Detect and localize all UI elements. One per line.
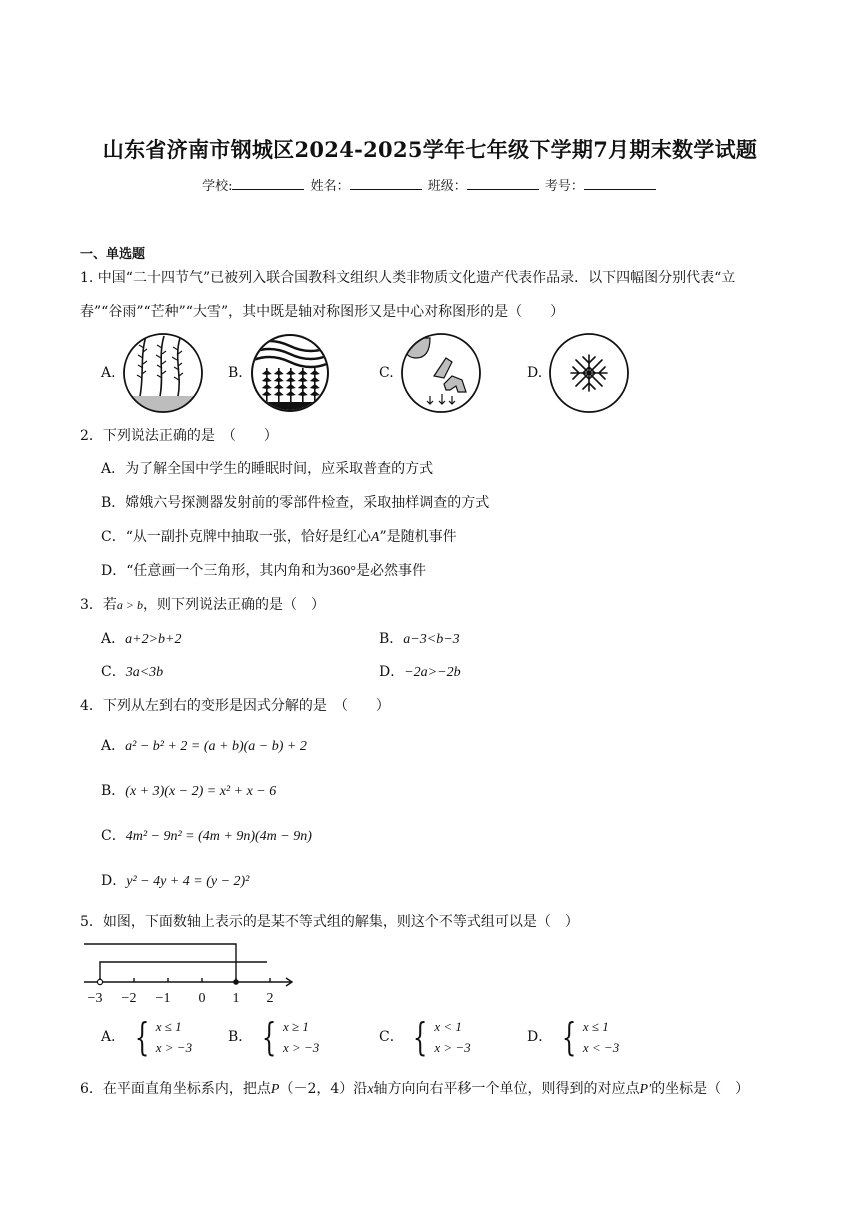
- tick-label: −1: [155, 991, 171, 1006]
- tick-label: 0: [198, 991, 206, 1006]
- q2-option-d[interactable]: [101, 561, 426, 582]
- q3-option-b[interactable]: [379, 629, 460, 650]
- row-2: x < −3: [582, 1040, 620, 1055]
- option-label: B．: [101, 783, 126, 799]
- q3-option-a[interactable]: [101, 629, 181, 650]
- option-math: (x + 3)(x − 2) = x² + x − 6: [125, 784, 277, 799]
- option-label: B．: [379, 631, 404, 647]
- number-line-figure: [80, 936, 300, 1008]
- option-math: a−3<b−3: [403, 632, 460, 647]
- option-label: C.: [379, 365, 394, 381]
- question-1-line-2: 春”“谷雨”“芒种”“大雪”，其中既是轴对称图形又是中心对称图形的是（ ）: [80, 304, 565, 320]
- q3-option-d[interactable]: [379, 662, 461, 683]
- question-1-line-1: 1. 中国“二十四节气”已被列入联合国教科文组织人类非物质文化遗产代表作品录．以下四幅图分别代表“立: [80, 270, 736, 286]
- q2-option-a[interactable]: A．为了解全国中学生的睡眠时间，应采取普查的方式: [101, 461, 434, 477]
- option-math: −2a>−2b: [404, 665, 461, 680]
- option-label: C．: [101, 664, 126, 680]
- option-math: a+2>b+2: [125, 632, 182, 647]
- condition-math: a > b: [116, 598, 144, 612]
- option-math: 4m² − 9n² = (4m + 9n)(4m − 9n): [125, 829, 312, 844]
- option-label: D．: [379, 664, 405, 680]
- page-title: 山东省济南市钢城区2024-2025学年七年级下学期7月期末数学试题: [102, 137, 758, 162]
- q4-option-c[interactable]: [101, 826, 312, 847]
- student-info-line: [0, 175, 860, 194]
- option-label: B．: [228, 1029, 253, 1045]
- willow-icon: [122, 332, 204, 414]
- point-p: P: [270, 1082, 280, 1097]
- q5-option-a[interactable]: [101, 1016, 192, 1058]
- question-3-stem: [80, 595, 325, 615]
- q2-option-c[interactable]: [101, 527, 457, 548]
- option-d-text-pre: D．“任意画一个三角形，其内角和为: [101, 563, 330, 579]
- option-label: D.: [527, 365, 543, 381]
- q1-option-c[interactable]: [379, 332, 482, 414]
- inequality-system: { x ≥ 1 x > −3: [261, 1015, 320, 1059]
- row-1: x < 1: [434, 1019, 462, 1034]
- row-2: x > −3: [282, 1040, 320, 1055]
- option-math: a² − b² + 2 = (a + b)(a − b) + 2: [125, 739, 307, 754]
- stem-post: ，则下列说法正确的是（ ）: [143, 597, 326, 613]
- stem-post: 的坐标是（ ）: [651, 1081, 750, 1097]
- school-blank[interactable]: [232, 177, 304, 190]
- school-label: 学校:: [202, 179, 233, 194]
- row-2: x > −3: [155, 1040, 193, 1055]
- option-label: D．: [101, 873, 127, 889]
- question-2-stem: 2．下列说法正确的是 （ ）: [80, 428, 278, 444]
- rain-icon: [400, 332, 482, 414]
- stem-pre: 3．若: [80, 597, 117, 613]
- question-5-stem: 5．如图，下面数轴上表示的是某不等式组的解集，则这个不等式组可以是（ ）: [80, 914, 579, 930]
- question-4-stem: 4．下列从左到右的变形是因式分解的是 （ ）: [80, 698, 390, 714]
- snowflake-icon: [548, 332, 630, 414]
- option-label: A．: [101, 738, 126, 754]
- option-c-text-post: ”是随机事件: [379, 529, 457, 545]
- point-p-prime: P′: [639, 1082, 652, 1097]
- row-2: x > −3: [434, 1040, 471, 1055]
- option-label: A.: [101, 365, 116, 381]
- tick-label: −3: [87, 991, 103, 1006]
- q5-option-c[interactable]: [379, 1016, 471, 1058]
- q5-option-b[interactable]: [228, 1016, 319, 1058]
- option-label: A．: [101, 1029, 126, 1045]
- option-d-text-post: 是必然事件: [356, 563, 426, 579]
- tick-label: 1: [232, 991, 240, 1006]
- q2-option-b[interactable]: B．嫦娥六号探测器发射前的零部件检查，采取抽样调查的方式: [101, 495, 490, 511]
- inequality-system: { x < 1 x > −3: [413, 1015, 471, 1059]
- tick-label: −2: [121, 991, 137, 1006]
- wheat-icon: [249, 332, 331, 414]
- solid-dot-1: [233, 979, 239, 985]
- class-blank[interactable]: [467, 177, 539, 190]
- exam-no-label: 考号：: [544, 179, 584, 194]
- option-math: y² − 4y + 4 = (y − 2)²: [126, 874, 250, 889]
- row-1: x ≤ 1: [155, 1019, 182, 1034]
- inequality-system: { x ≤ 1 x > −3: [134, 1015, 193, 1059]
- q4-option-a[interactable]: [101, 736, 307, 757]
- q4-option-b[interactable]: [101, 781, 276, 802]
- question-6-stem: [80, 1079, 749, 1100]
- q3-option-c[interactable]: [101, 662, 163, 683]
- option-label: C．: [101, 828, 126, 844]
- variable-a: A: [370, 530, 380, 545]
- tick-label: 2: [266, 991, 274, 1006]
- name-label: 姓名：: [310, 179, 350, 194]
- q5-option-d[interactable]: [527, 1016, 619, 1058]
- q1-option-a[interactable]: [101, 332, 204, 414]
- exam-no-blank[interactable]: [584, 177, 656, 190]
- option-math: 3a<3b: [125, 665, 164, 680]
- option-label: D．: [527, 1029, 553, 1045]
- option-label: A．: [101, 631, 126, 647]
- row-1: x ≤ 1: [582, 1019, 609, 1034]
- q1-option-d[interactable]: [527, 332, 630, 414]
- option-label: C．: [379, 1029, 404, 1045]
- stem-pre: 6．在平面直角坐标系内，把点: [80, 1081, 271, 1097]
- row-1: x ≥ 1: [282, 1019, 309, 1034]
- stem-mid: 轴方向向右平移一个单位，则得到的对应点: [373, 1081, 640, 1097]
- angle-value: 360°: [329, 564, 356, 579]
- inequality-system: { x ≤ 1 x < −3: [561, 1015, 620, 1059]
- option-label: B.: [228, 365, 243, 381]
- range-x-gt-neg3: [100, 962, 267, 982]
- axis-x: x: [367, 1082, 374, 1097]
- range-x-le-1: [84, 944, 236, 982]
- open-dot-neg3: [97, 979, 102, 984]
- name-blank[interactable]: [350, 177, 422, 190]
- q1-option-b[interactable]: [228, 332, 331, 414]
- class-label: 班级：: [427, 179, 467, 194]
- q4-option-d[interactable]: [101, 871, 249, 892]
- coords: （－2，4）沿: [279, 1081, 368, 1097]
- option-c-text-pre: C．“从一副扑克牌中抽取一张，恰好是红心: [101, 529, 371, 545]
- section-title: 一、单选题: [80, 247, 146, 262]
